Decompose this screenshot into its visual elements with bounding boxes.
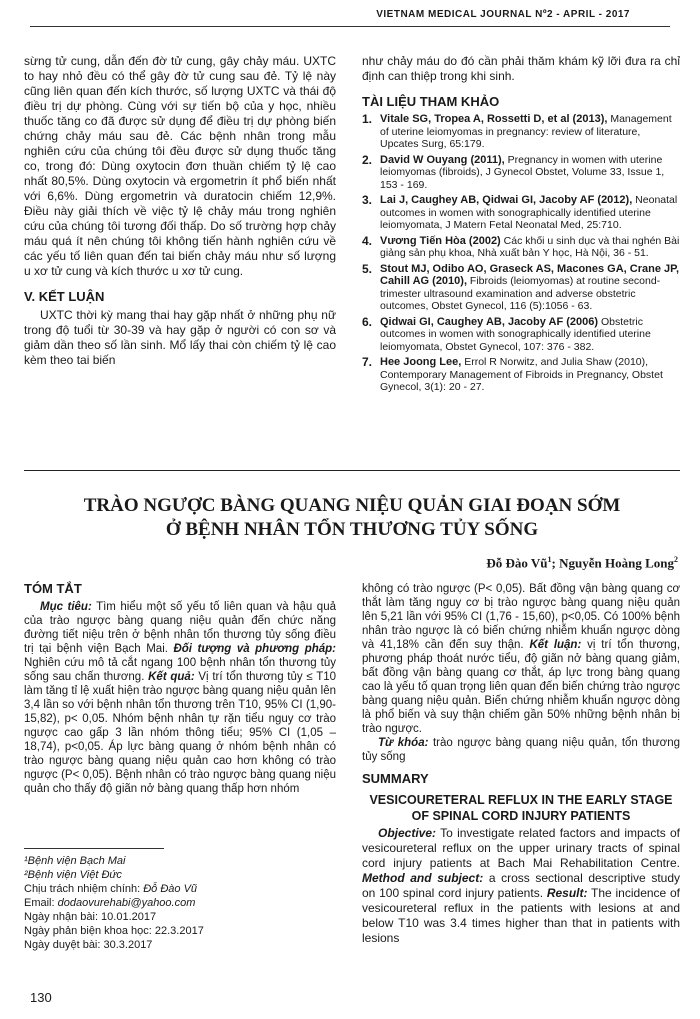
responsible-label: Chịu trách nhiệm chính: <box>24 883 144 895</box>
top-left-column <box>24 54 336 368</box>
email-address: dodaovurehabi@yahoo.com <box>57 897 196 909</box>
subjects-text: Nghiên cứu mô tả cắt ngang 100 bệnh nhân tổn thương tủy sống sau chấn thương. <box>24 657 336 683</box>
reference-item <box>362 194 680 232</box>
reference-item <box>362 316 680 354</box>
email-label: Email: <box>24 897 58 909</box>
objective-label: Mục tiêu: <box>40 601 92 613</box>
reference-item <box>362 113 680 151</box>
continuation-paragraph: như chảy máu do đó cần phải thăm khám kỹ lỡi đưa ra chỉ định can thiệp trong khi sinh. <box>362 54 680 83</box>
reference-item <box>362 235 680 260</box>
summary-heading: SUMMARY <box>362 771 429 786</box>
abstract-heading: TÓM TẮT <box>24 581 82 596</box>
reference-text: Management of uterine leiomyomas in pregnancy: review of literature, Upcates Surg, 65:179. <box>380 113 672 150</box>
author-2: Nguyễn Hoàng Long <box>559 555 674 571</box>
page-number: 130 <box>30 990 52 1005</box>
article-title-line2: Ở BỆNH NHÂN TỔN THƯƠNG TỦY SỐNG <box>165 519 539 540</box>
reference-authors: Vương Tiến Hòa (2002) <box>380 234 501 247</box>
abstract-paragraph <box>24 600 336 796</box>
reference-text: Fibroids (leiomyomas) at routine second-trimester ultrasound examination and adverse obstetric outcomes, Obstet Gynecol, 116 (5):1056 - 63. <box>380 275 661 312</box>
reference-authors: Vitale SG, Tropea A, Rossetti D, et al (2013), <box>380 113 608 125</box>
summary-title: VESICOURETERAL REFLUX IN THE EARLY STAGE OF SPINAL CORD INJURY PATIENTS <box>369 793 673 823</box>
reference-number: 5. <box>362 261 373 276</box>
subjects-label: Đối tượng và phương pháp: <box>173 643 337 655</box>
summary-objective-text: To investigate related factors and impacts of vesicoureteral reflux on the upper urinary tracts of spinal cord injury patients at Bach Mai Rehabilitation Centre. <box>362 826 680 870</box>
reference-number: 3. <box>362 193 373 207</box>
author-1-affiliation: 1 <box>547 555 552 564</box>
results-label: Kết quả: <box>148 671 195 683</box>
email-line <box>24 896 336 910</box>
reference-number: 6. <box>362 314 373 329</box>
reference-item <box>362 154 680 192</box>
article-authors <box>486 555 678 571</box>
summary-method-label: Method and subject: <box>362 871 484 885</box>
conclusion-text: vị trí tổn thương, phương pháp thoát nước tiểu, độ giãn nở bàng quang giảm, bất đồng vận bàng quang cơ thắt, áp lực trong bàng quang cao là yếu tố quan trọng liên quan đến biến chứng trào ngược bàng quang niệu quản. Biến chứng nhiễm khuẩn ngược dòng là phổ biến và suy thận chiếm gần 50% những bệnh nhân bị trào ngược. <box>362 639 681 735</box>
responsible-author <box>24 882 336 896</box>
article-title-line1: TRÀO NGƯỢC BÀNG QUANG NIỆU QUẢN GIAI ĐOẠN SỚM <box>83 495 621 516</box>
reference-number: 1. <box>362 112 373 126</box>
summary-result-text: The incidence of vesicoureteral reflux in the patients with lesions at and below T10 was 3.4 times higher than that in patients with lesions <box>362 886 681 945</box>
article-title <box>24 494 680 542</box>
footnotes <box>24 854 336 952</box>
journal-header <box>30 4 670 27</box>
reference-text: Pregnancy in women with uterine leiomyomas (fibroids), J Gynecol Obstet, Volume 33, Issue 1, 153 - 169. <box>380 153 665 191</box>
body-paragraph: sừng tử cung, dẫn đến đờ tử cung, gây chảy máu. UXTC to hay nhỏ đều có thể gây đờ tử cung sau đẻ. Tỷ lệ này cũng liên quan đến kích thước, số lượng UXTC và thái độ điều trị dự phòng. Cùng với sự tiến bộ của y học, nhiều thuốc tăng co đã được sử dụng để điều trị dự phòng biến chứng chảy máu sau đẻ. Các bệnh nhân trong mẫu nghiên cứu của chúng tôi đều được sử dụng thuốc tăng co, trong đó: Dùng oxytocin đơn thuần chiếm tỷ lệ cao nhất 80,5%. Dùng oxytocin và ergometrin ít phổ biến nhất với 6,6%. Dùng ergometrin và duratocin chiếm 12,9%. Điều này giải thích về việc tỷ lệ chảy máu trong nghiên cứu của chúng tôi tương đối thấp. Do số trường hợp chảy máu quá ít nên chúng tôi không tiến hành nghiên cứu về các yếu tố liên quan đến tai biến chảy máu như số lượng u xơ tử cung và kích thước u xơ tử cung. <box>24 54 336 278</box>
reference-item <box>362 356 680 394</box>
keywords-label: Từ khóa: <box>378 737 429 749</box>
received-date: Ngày nhận bài: 10.01.2017 <box>24 911 157 923</box>
reference-text: Obstetric outcomes in women with sonographically identified uterine leiomyomata, Obstet Gynecol, 107: 376 - 382. <box>380 315 651 353</box>
references-list <box>362 113 680 394</box>
objective-text: Tìm hiểu một số yếu tố liên quan và hậu quả của trào ngược bàng quang niệu quản đến chức năng đường tiết niệu trên ở bệnh nhân tổn thương tủy sống điều trị tại bệnh viện Bạch Mai. <box>24 601 336 655</box>
reference-number: 4. <box>362 233 373 248</box>
reviewed-date: Ngày phản biện khoa học: 22.3.2017 <box>24 925 204 937</box>
abstract-right-column <box>362 582 680 946</box>
conclusion-paragraph: UXTC thời kỳ mang thai hay gặp nhất ở những phụ nữ trong độ tuổi từ 30-39 và hay gặp ở người có con sơ và giảm dần theo số lần sinh. Mổ lấy thai còn chiếm tỷ lệ cao kèm theo tai biến <box>24 308 336 367</box>
author-separator: ; <box>551 555 560 571</box>
section-divider <box>24 470 680 471</box>
footnote-rule <box>24 848 164 849</box>
affiliation-1: ¹Bệnh viện Bạch Mai <box>24 855 126 867</box>
responsible-name: Đỗ Đào Vũ <box>143 883 198 895</box>
affiliation-2: ²Bệnh viện Việt Đức <box>24 869 122 881</box>
reference-authors: Hee Joong Lee, <box>380 356 462 368</box>
reference-authors: Lai J, Caughey AB, Qidwai GI, Jacoby AF (2012), <box>380 194 633 206</box>
summary-result-label: Result: <box>546 886 588 900</box>
results-text: Vị trí tổn thương tủy ≤ T10 làm tăng tỉ lệ xuất hiện trào ngược bàng quang niệu quản lên 3,4 lần so với bệnh nhân tổn thương trên T10, 95% CI (1,90-15,82), p< 0,05. Nhóm bệnh nhân tự rặn tiểu nguy cơ trào ngược cao gấp 3 lần nhóm thông tiểu; 95% CI (1,05 – 18,74), p<0,05. Áp lực bàng quang ở nhóm bệnh nhân có trào ngược bàng quang niệu quản cao hơn không có trào ngược (P< 0,05). Bệnh nhân có trào ngược bàng quang niệu quản cho thấy độ giãn nở bàng quang thấp hơn nhóm <box>24 671 337 795</box>
conclusion-heading: V. KẾT LUẬN <box>24 289 105 304</box>
reference-text: Neonatal outcomes in women with sonographically identified uterine leiomyomata, J Matern Fetal Neonatal Med, 25:710. <box>380 194 678 231</box>
summary-objective-label: Objective: <box>378 826 437 840</box>
summary-method-text: a cross sectional descriptive study on 100 spinal cord injury patients. <box>362 871 680 900</box>
summary-paragraph <box>362 826 680 946</box>
reference-text: Errol R Norwitz, and Julia Shaw (2010), Contemporary Management of Fibroids in Pregnancy, Obstet Gynecol, 3(1): 20 - 27. <box>380 356 663 393</box>
author-2-affiliation: 2 <box>674 555 678 564</box>
reference-number: 7. <box>362 355 373 369</box>
abstract-left-column <box>24 582 336 796</box>
keywords-text: trào ngược bàng quang niệu quản, tổn thương tủy sống <box>362 737 680 763</box>
reference-number: 2. <box>362 152 373 167</box>
approved-date: Ngày duyệt bài: 30.3.2017 <box>24 939 153 951</box>
conclusion-label: Kết luận: <box>529 639 582 651</box>
reference-text: Các khối u sinh dục và thai nghén Bài giảng sản phụ khoa, Nhà xuất bản Y học, Hà Nội, 36 - 51. <box>380 234 680 259</box>
references-heading: TÀI LIỆU THAM KHẢO <box>362 94 500 109</box>
author-1: Đỗ Đào Vũ <box>486 555 548 571</box>
reference-authors: Qidwai GI, Caughey AB, Jacoby AF (2006) <box>380 315 599 328</box>
journal-header-text: VIETNAM MEDICAL JOURNAL Nº2 - APRIL - 2017 <box>376 9 630 20</box>
abstract-continuation <box>362 582 680 736</box>
keywords-paragraph <box>362 736 680 764</box>
top-right-column <box>362 54 680 397</box>
reference-item <box>362 263 680 313</box>
reference-authors: Stout MJ, Odibo AO, Graseck AS, Macones GA, Crane JP, Cahill AG (2010), <box>380 262 680 287</box>
reference-authors: David W Ouyang (2011), <box>380 153 505 166</box>
abstract-continuation-text: không có trào ngược (P< 0,05). Bất đồng vận bàng quang cơ thắt làm tăng nguy cơ bị trào ngược bàng quang niệu quản lên 5,21 lần với 95% CI (1,76 - 15,60), p<0,05. Có 100% bệnh nhân trào ngược là có biến chứng nhiễm khuẩn ngược dòng và 41,18% cần đến suy thận. <box>362 583 680 651</box>
